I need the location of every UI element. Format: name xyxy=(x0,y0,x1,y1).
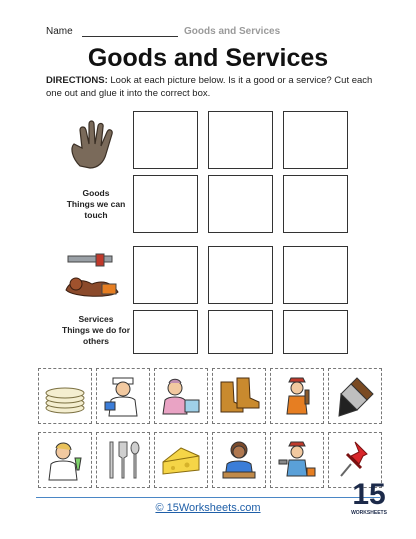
carpenter-icon xyxy=(275,374,319,418)
header-topic: Goods and Services xyxy=(184,26,281,37)
directions-text: Look at each picture below. Is it a good or a service? Cut each one out and glue it into the correct box. xyxy=(46,75,373,99)
paintbrush-icon xyxy=(333,374,377,418)
delivery-man-icon xyxy=(101,374,145,418)
plates-icon xyxy=(43,374,87,418)
services-box[interactable] xyxy=(283,310,348,354)
goods-box[interactable] xyxy=(283,111,348,169)
cutout-scientist[interactable] xyxy=(38,432,92,488)
cutout-delivery-man[interactable] xyxy=(96,368,150,424)
cutout-cheese[interactable] xyxy=(154,432,208,488)
cheese-icon xyxy=(159,438,203,482)
cutout-teacher[interactable] xyxy=(212,432,266,488)
cutout-plates[interactable] xyxy=(38,368,92,424)
footer-divider xyxy=(36,497,380,498)
scientist-icon xyxy=(43,438,87,482)
services-label: Services Things we do for others xyxy=(62,314,130,346)
services-box[interactable] xyxy=(133,310,198,354)
services-box[interactable] xyxy=(208,246,273,304)
name-label: Name xyxy=(46,26,73,37)
services-box[interactable] xyxy=(208,310,273,354)
cutout-paintbrush[interactable] xyxy=(328,368,382,424)
goods-box[interactable] xyxy=(208,111,273,169)
hand-icon xyxy=(62,118,122,170)
directions-lead: DIRECTIONS: xyxy=(46,75,108,86)
goods-box[interactable] xyxy=(133,111,198,169)
cutout-cutlery[interactable] xyxy=(96,432,150,488)
cutout-boots[interactable] xyxy=(212,368,266,424)
teacher-icon xyxy=(217,438,261,482)
cutout-doctor[interactable] xyxy=(154,368,208,424)
footer-link[interactable]: © 15Worksheets.com xyxy=(155,502,261,514)
goods-box[interactable] xyxy=(208,175,273,233)
services-box[interactable] xyxy=(133,246,198,304)
services-box[interactable] xyxy=(283,246,348,304)
directions xyxy=(46,74,386,100)
cutout-mechanic[interactable] xyxy=(270,432,324,488)
name-line[interactable] xyxy=(82,36,178,37)
goods-box[interactable] xyxy=(283,175,348,233)
doctor-icon xyxy=(159,374,203,418)
svg-text:WORKSHEETS: WORKSHEETS xyxy=(351,510,387,516)
goods-box[interactable] xyxy=(133,175,198,233)
goods-label: Goods Things we can touch xyxy=(66,188,126,220)
worksheets-logo xyxy=(351,470,387,518)
cutlery-icon xyxy=(101,438,145,482)
boots-icon xyxy=(217,374,261,418)
svg-text:15: 15 xyxy=(352,478,386,511)
mechanic-icon xyxy=(275,438,319,482)
cutout-carpenter[interactable] xyxy=(270,368,324,424)
plumber-icon xyxy=(62,250,124,302)
page-title: Goods and Services xyxy=(87,44,329,72)
